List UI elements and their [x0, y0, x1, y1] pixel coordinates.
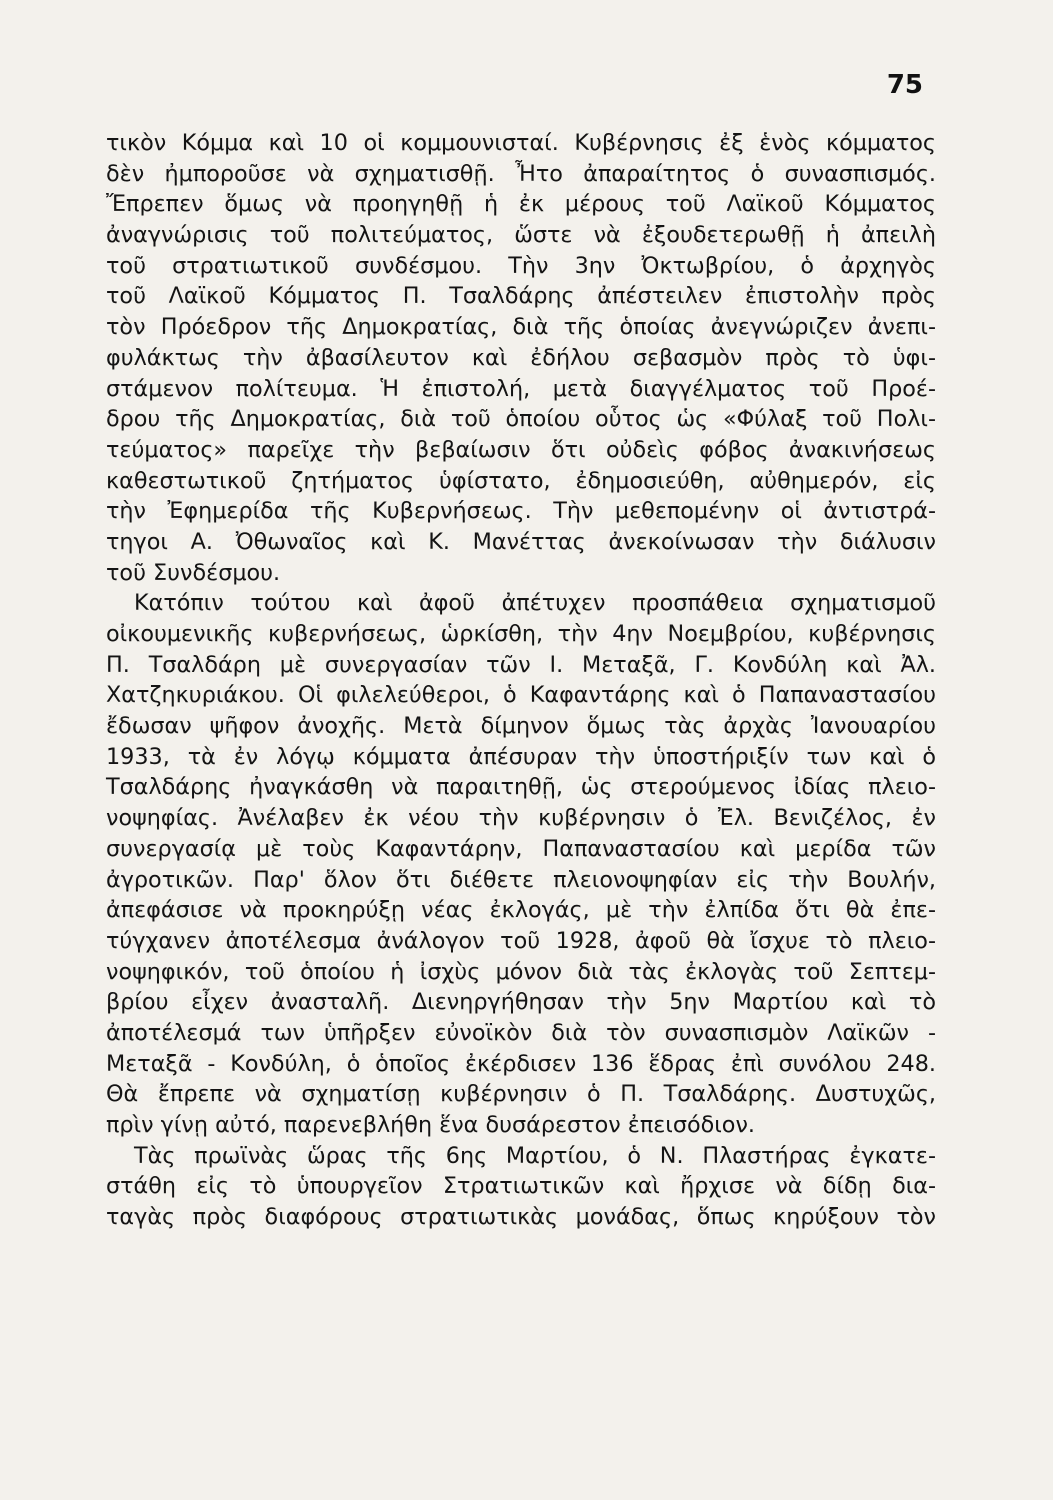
text-line: 1933, τὰ ἐν λόγῳ κόμματα ἀπέσυραν τὴν ὑποστήριξίν των καὶ ὁ	[106, 743, 936, 770]
text-line: τοῦ στρατιωτικοῦ συνδέσμου. Τὴν 3ην Ὀκτωβρίου, ὁ ἀρχηγὸς	[106, 252, 936, 279]
body-text	[106, 128, 936, 1233]
text-line: φυλάκτως τὴν ἀβασίλευτον καὶ ἐδήλου σεβασμὸν πρὸς τὸ ὑφι-	[106, 344, 936, 371]
text-line: τοῦ Συνδέσμου.	[106, 559, 281, 586]
text-line: δρου τῆς Δημοκρατίας, διὰ τοῦ ὁποίου οὗτος ὡς «Φύλαξ τοῦ Πολι-	[106, 406, 936, 433]
text-line: ταγὰς πρὸς διαφόρους στρατιωτικὰς μονάδας, ὅπως κηρύξουν τὸν	[106, 1204, 936, 1231]
text-line: συνεργασίᾳ μὲ τοὺς Καφαντάρην, Παπαναστασίου καὶ μερίδα τῶν	[106, 835, 936, 862]
text-line: Ἔπρεπεν ὅμως νὰ προηγηθῇ ἡ ἐκ μέρους τοῦ Λαϊκοῦ Κόμματος	[106, 191, 936, 218]
text-line: στάμενον πολίτευμα. Ἡ ἐπιστολή, μετὰ διαγγέλματος τοῦ Προέ-	[106, 375, 936, 402]
text-line: τικὸν Κόμμα καὶ 10 οἱ κομμουνισταί. Κυβέρνησις ἐξ ἑνὸς κόμματος	[106, 130, 936, 156]
paragraph	[106, 588, 936, 1140]
text-line: νοψηφίας. Ἀνέλαβεν ἐκ νέου τὴν κυβέρνησιν ὁ Ἐλ. Βενιζέλος, ἐν	[106, 805, 936, 832]
text-line: τὴν Ἐφημερίδα τῆς Κυβερνήσεως. Τὴν μεθεπομένην οἱ ἀντιστρά-	[106, 498, 936, 525]
text-line: τεύματος» παρεῖχε τὴν βεβαίωσιν ὅτι οὐδεὶς φόβος ἀνακινήσεως	[106, 436, 936, 463]
text-line: καθεστωτικοῦ ζητήματος ὑφίστατο, ἐδημοσιεύθη, αὐθημερόν, εἰς	[106, 467, 936, 494]
text-line: ἀπεφάσισε νὰ προκηρύξῃ νέας ἐκλογάς, μὲ τὴν ἐλπίδα ὅτι θὰ ἐπε-	[106, 897, 936, 924]
text-line: ἀγροτικῶν. Παρ' ὅλον ὅτι διέθετε πλειονοψηφίαν εἰς τὴν Βουλήν,	[106, 866, 936, 893]
text-line: ἀναγνώρισις τοῦ πολιτεύματος, ὥστε νὰ ἐξουδετερωθῇ ἡ ἀπειλὴ	[106, 222, 936, 249]
text-line: ἔδωσαν ψῆφον ἀνοχῆς. Μετὰ δίμηνον ὅμως τὰς ἀρχὰς Ἰανουαρίου	[106, 713, 936, 740]
text-line: τὸν Πρόεδρον τῆς Δημοκρατίας, διὰ τῆς ὁποίας ἀνεγνώριζεν ἀνεπι-	[106, 314, 936, 341]
text-line: τηγοι Α. Ὀθωναῖος καὶ Κ. Μανέττας ἀνεκοίνωσαν τὴν διάλυσιν	[106, 528, 936, 555]
text-line: βρίου εἶχεν ἀνασταλῆ. Διενηργήθησαν τὴν 5ην Μαρτίου καὶ τὸ	[106, 989, 936, 1016]
text-line: δὲν ἠμποροῦσε νὰ σχηματισθῇ. Ἦτο ἀπαραίτητος ὁ συνασπισμός.	[106, 160, 936, 187]
text-line: Χατζηκυριάκου. Οἱ φιλελεύθεροι, ὁ Καφαντάρης καὶ ὁ Παπαναστασίου	[106, 682, 936, 709]
text-line: Π. Τσαλδάρη μὲ συνεργασίαν τῶν Ι. Μεταξᾶ, Γ. Κονδύλη καὶ Ἀλ.	[106, 651, 936, 678]
text-line: τοῦ Λαϊκοῦ Κόμματος Π. Τσαλδάρης ἀπέστειλεν ἐπιστολὴν πρὸς	[106, 283, 936, 310]
text-line: στάθη εἰς τὸ ὑπουργεῖον Στρατιωτικῶν καὶ ἤρχισε νὰ δίδῃ δια-	[106, 1173, 936, 1200]
text-line: Κατόπιν τούτου καὶ ἀφοῦ ἀπέτυχεν προσπάθεια σχηματισμοῦ	[134, 590, 936, 617]
page-number: 75	[886, 70, 923, 100]
text-line: νοψηφικόν, τοῦ ὁποίου ἡ ἰσχὺς μόνον διὰ τὰς ἐκλογὰς τοῦ Σεπτεμ-	[106, 958, 936, 985]
text-line: Μεταξᾶ - Κονδύλη, ὁ ὁποῖος ἐκέρδισεν 136 ἕδρας ἐπὶ συνόλου 248.	[106, 1050, 936, 1077]
text-line: τύγχανεν ἀποτέλεσμα ἀνάλογον τοῦ 1928, ἀφοῦ θὰ ἴσχυε τὸ πλειο-	[106, 927, 936, 954]
text-line: Τσαλδάρης ἠναγκάσθη νὰ παραιτηθῇ, ὡς στερούμενος ἰδίας πλειο-	[106, 774, 936, 801]
text-line: πρὶν γίνῃ αὐτό, παρενεβλήθη ἕνα δυσάρεστον ἐπεισόδιον.	[106, 1112, 755, 1138]
paragraph	[106, 128, 936, 588]
text-line: Θὰ ἔπρεπε νὰ σχηματίσῃ κυβέρνησιν ὁ Π. Τσαλδάρης. Δυστυχῶς,	[106, 1081, 936, 1108]
text-line: οἰκουμενικῆς κυβερνήσεως, ὡρκίσθη, τὴν 4ην Νοεμβρίου, κυβέρνησις	[106, 621, 936, 647]
text-line: Τὰς πρωϊνὰς ὥρας τῆς 6ης Μαρτίου, ὁ Ν. Πλαστήρας ἐγκατε-	[134, 1142, 936, 1169]
paragraph	[106, 1141, 936, 1233]
text-line: ἀποτέλεσμά των ὑπῆρξεν εὐνοϊκὸν διὰ τὸν συνασπισμὸν Λαϊκῶν -	[106, 1019, 936, 1046]
